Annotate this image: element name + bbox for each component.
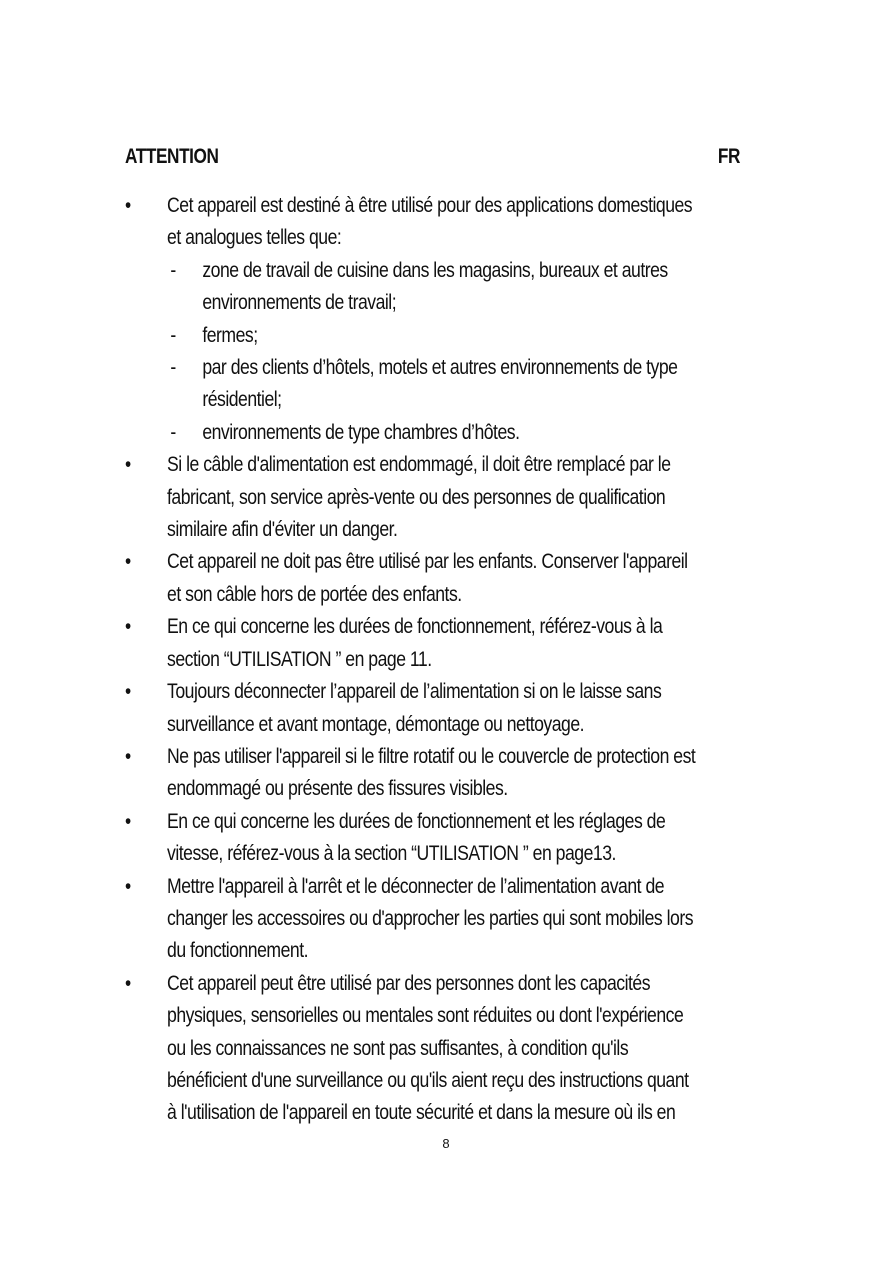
list-item [120, 676, 700, 741]
bullet-icon: • [125, 874, 131, 898]
dash-icon: - [170, 420, 176, 444]
list-item-text: Ne pas utiliser l'appareil si le filtre rotatif ou le couvercle de protection est endommagé ou présente des fissures visibles. [167, 744, 696, 801]
sub-list-item-text: environnements de type chambres d’hôtes. [202, 420, 520, 444]
list-item-text: Cet appareil ne doit pas être utilisé par les enfants. Conserver l'appareil et son câble hors de portée des enfants. [167, 550, 688, 606]
sub-list-item [167, 417, 700, 449]
list-item [120, 806, 700, 871]
bullet-icon: • [125, 194, 131, 217]
page-title: ATTENTION [125, 145, 219, 168]
sub-list-item [167, 255, 700, 320]
sub-list-item-text: par des clients d’hôtels, motels et autres environnements de type résidentiel; [202, 356, 678, 412]
bullet-icon: • [125, 615, 131, 639]
dash-icon: - [170, 258, 176, 282]
list-item-text: En ce qui concerne les durées de fonctionnement et les réglages de vitesse, référez-vous à la section “UTILISATION ” en page13. [167, 809, 666, 866]
sub-list-item-text: fermes; [202, 323, 258, 347]
list-item [120, 871, 700, 968]
list-item-text: Cet appareil peut être utilisé par des personnes dont les capacités physiques, sensorielles ou mentales sont réduites ou dont l'expérience ou les connaissances ne sont pas suffisantes, à condition qu'ils bénéficient d'une surveillance ou qu'ils aient reçu des instructions quant à l'utilisation de l'appareil en toute sécurité et dans la mesure où ils en [167, 971, 689, 1125]
page-header [125, 145, 740, 169]
page-number: 8 [442, 1136, 450, 1151]
sub-list-item [167, 320, 700, 352]
safety-instructions [120, 190, 700, 1130]
dash-icon: - [170, 356, 176, 380]
list-item-text: Si le câble d'alimentation est endommagé, il doit être remplacé par le fabricant, son service après-vente ou des personnes de qualification similaire afin d'éviter un danger. [167, 453, 671, 542]
list-item-text: Cet appareil est destiné à être utilisé pour des applications domestiques et analogues telles que: [167, 194, 693, 250]
bullet-icon: • [125, 809, 131, 833]
bullet-list [120, 190, 700, 1130]
sub-list-item-text: zone de travail de cuisine dans les magasins, bureaux et autres environnements de travail; [202, 258, 668, 315]
list-item [120, 611, 700, 676]
bullet-icon: • [125, 971, 131, 995]
list-item [120, 449, 700, 546]
sub-list [167, 255, 700, 449]
list-item-text: Toujours déconnecter l’appareil de l’alimentation si on le laisse sans surveillance et avant montage, démontage ou nettoyage. [167, 680, 662, 736]
list-item-text: En ce qui concerne les durées de fonctionnement, référez-vous à la section “UTILISATION ” en page 11. [167, 615, 663, 671]
list-item [120, 968, 700, 1130]
sub-list-item [167, 352, 700, 417]
bullet-icon: • [125, 680, 131, 704]
dash-icon: - [170, 323, 176, 347]
list-item [120, 190, 700, 449]
list-item-text: Mettre l'appareil à l'arrêt et le déconnecter de l’alimentation avant de changer les accessoires ou d'approcher les parties qui sont mobiles lors du fonctionnement. [167, 874, 694, 963]
bullet-icon: • [125, 453, 131, 477]
bullet-icon: • [125, 744, 131, 768]
language-code: FR [717, 145, 740, 168]
list-item [120, 741, 700, 806]
list-item [120, 546, 700, 611]
bullet-icon: • [125, 550, 131, 574]
